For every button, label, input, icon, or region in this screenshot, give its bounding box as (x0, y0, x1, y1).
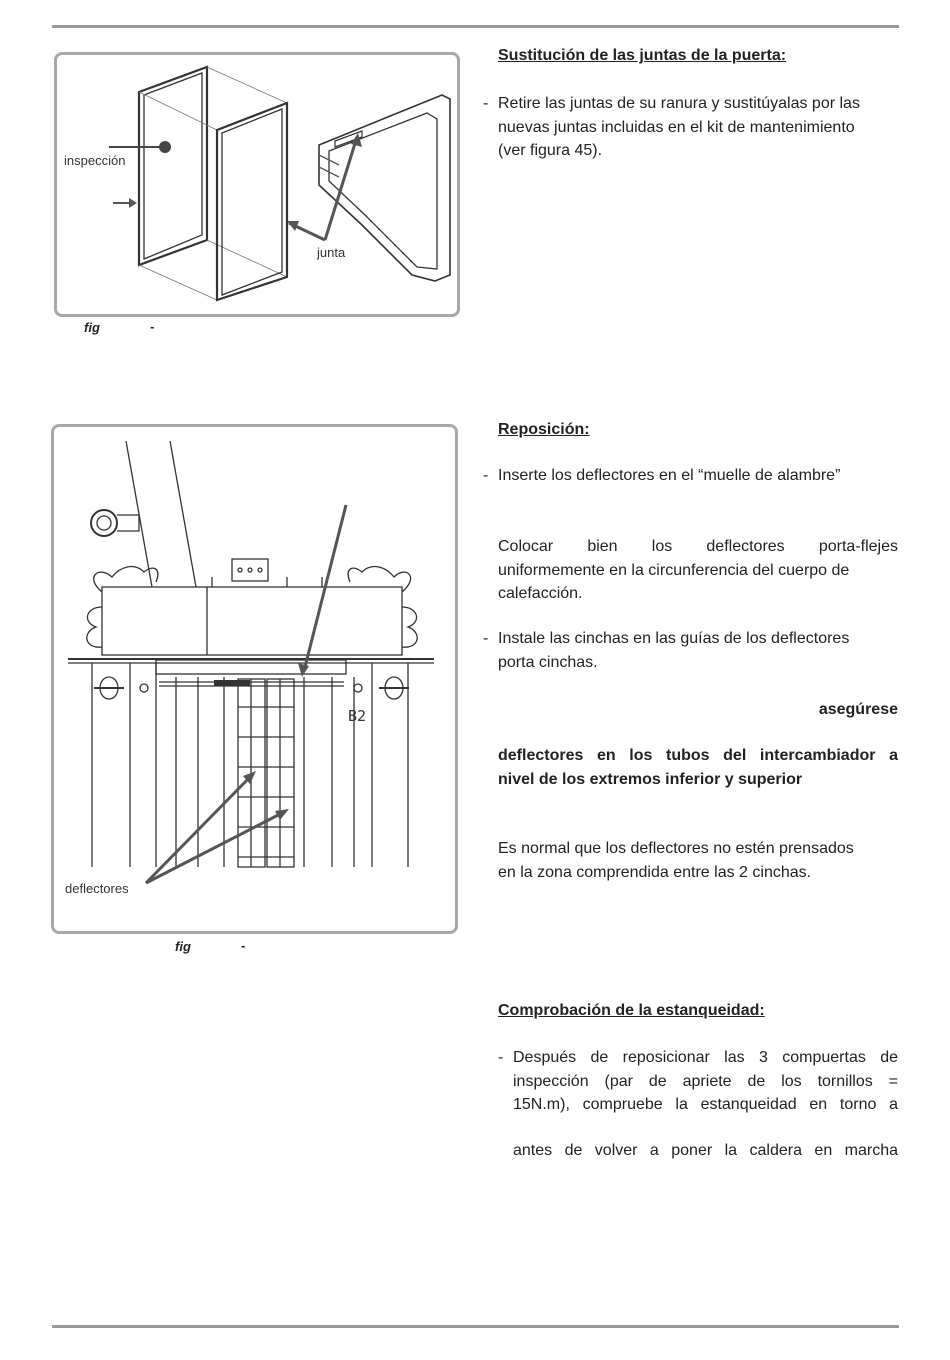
figure-caption-top-dash: - (150, 319, 155, 334)
deflectors-illustration (54, 427, 455, 931)
bold-warning (498, 744, 898, 791)
heading-reposicion: Reposición: (498, 421, 590, 438)
figure-caption-bottom-dash: - (241, 938, 246, 953)
text-line: Es normal que los deflectores no estén prensados (498, 840, 854, 857)
bullet-dash: - (498, 1049, 504, 1066)
paragraph-insert-deflectors: Inserte los deflectores en el “muelle de alambre” (498, 467, 841, 484)
figure-deflectors (51, 424, 458, 934)
figure-caption-top: fig (84, 320, 100, 335)
text-line: nivel de los extremos inferior y superior (498, 770, 803, 788)
door-gasket-illustration (57, 55, 457, 314)
heading-estanqueidad: Comprobación de la estanqueidad: (498, 1002, 765, 1019)
paragraph-estanqueidad (513, 1046, 898, 1117)
text-line: deflectores en los tubos del intercambiador a (498, 747, 898, 764)
text-line: Retire las juntas de su ranura y sustitúyalas por las (498, 95, 860, 112)
figure-caption-bottom: fig (175, 939, 191, 954)
text-line: (ver figura 45). (498, 142, 603, 159)
bullet-dash: - (483, 467, 489, 484)
bullet-dash: - (483, 95, 489, 112)
text-line: porta cinchas. (498, 653, 598, 671)
text-line: Colocar bien los deflectores porta-flejes (498, 538, 898, 555)
bullet-dash: - (483, 630, 489, 647)
label-inspeccion: inspección (64, 153, 126, 168)
bold-asegurese: asegúrese (818, 701, 898, 718)
text-line: en la zona comprendida entre las 2 cinchas. (498, 863, 812, 881)
paragraph-restart: antes de volver a poner la caldera en marcha (513, 1142, 898, 1159)
heading-door-gaskets: Sustitución de las juntas de la puerta: (498, 47, 787, 64)
paragraph-normal-note (498, 837, 898, 884)
label-b2: B2 (348, 707, 367, 725)
top-rule (52, 25, 899, 28)
text-line: nuevas juntas incluidas en el kit de mantenimiento (498, 118, 855, 136)
text-line: inspección (par de apriete de los tornillos = (513, 1072, 898, 1090)
text-line: 15N.m), compruebe la estanqueidad en torno a (513, 1096, 898, 1113)
figure-door-gasket (54, 52, 460, 317)
text-line: uniformemente en la circunferencia del cuerpo de (498, 561, 850, 579)
label-deflectores: deflectores (65, 881, 129, 896)
text-line: calefacción. (498, 585, 583, 602)
bottom-rule (52, 1325, 899, 1328)
text-line: Instale las cinchas en las guías de los deflectores (498, 630, 850, 647)
paragraph-door-gaskets (498, 92, 898, 163)
text-line: Después de reposicionar las 3 compuertas de (513, 1049, 898, 1066)
paragraph-install-straps (498, 627, 898, 674)
label-junta: junta (317, 245, 346, 260)
paragraph-place-deflectors (498, 535, 898, 606)
